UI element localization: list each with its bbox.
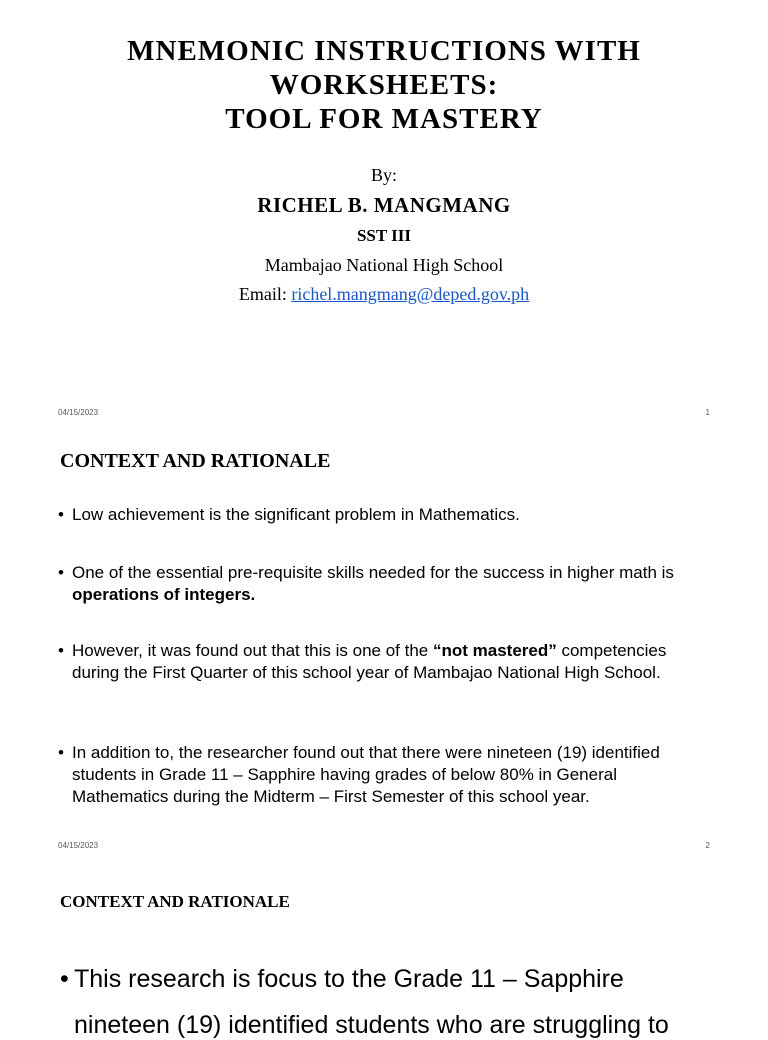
bullet-text-bold: operations of integers. (72, 585, 256, 604)
title-line-1: MNEMONIC INSTRUCTIONS WITH (127, 35, 641, 67)
slide-2-date: 04/15/2023 (58, 841, 99, 850)
bullet-text-cutoff: nineteen (19) identified students who are struggling to (74, 1011, 669, 1039)
bullet-glyph: • (58, 563, 64, 582)
bullet-item (58, 640, 718, 684)
bullet-item (58, 742, 718, 808)
bullet-glyph: • (58, 743, 64, 762)
school-name: Mambajao National High School (264, 255, 504, 275)
bullet-text: In addition to, the researcher found out that there were nineteen (19) identified students in Grade 11 – Sapphire having grades of below 80% in General Mathematics during the Midterm – First Semester of this school year. (72, 743, 660, 806)
bullet-text-bold: “not mastered” (432, 641, 557, 660)
by-label: By: (370, 165, 397, 185)
bullet-text-part: One of the essential pre-requisite skills needed for the success in higher math is (72, 563, 674, 582)
bullet-glyph: • (58, 505, 64, 524)
email-link[interactable]: richel.mangmang@deped.gov.ph (291, 284, 530, 304)
bullet-text-part: However, it was found out that this is one of the (72, 641, 433, 660)
author-name: RICHEL B. MANGMANG (257, 193, 511, 217)
email-label: Email: (238, 284, 292, 304)
bullet-text: Low achievement is the significant problem in Mathematics. (72, 505, 520, 524)
bullet-text-part: competencies during the First Quarter of this school year of Mambajao National High School. (72, 641, 667, 682)
slide-1-date: 04/15/2023 (58, 408, 99, 417)
bullet-item (58, 504, 718, 526)
bullet-text: This research is focus to the Grade 11 – Sapphire (74, 965, 624, 993)
email-line (0, 284, 768, 305)
slide-3-heading: CONTEXT AND RATIONALE (60, 892, 290, 911)
author-position: SST III (356, 226, 412, 245)
slide-2-number: 2 (705, 841, 710, 850)
bullet-glyph: • (58, 641, 64, 660)
bullet-text (72, 562, 718, 606)
bullet-item (58, 562, 718, 606)
title-line-2: WORKSHEETS: (269, 69, 499, 101)
slide-1-number: 1 (705, 408, 710, 417)
bullet-glyph: • (60, 965, 69, 993)
bullet-text (72, 640, 718, 684)
bullet-item (60, 964, 760, 994)
title-line-3: TOOL FOR MASTERY (225, 103, 543, 135)
slide-2-heading: CONTEXT AND RATIONALE (60, 450, 331, 472)
